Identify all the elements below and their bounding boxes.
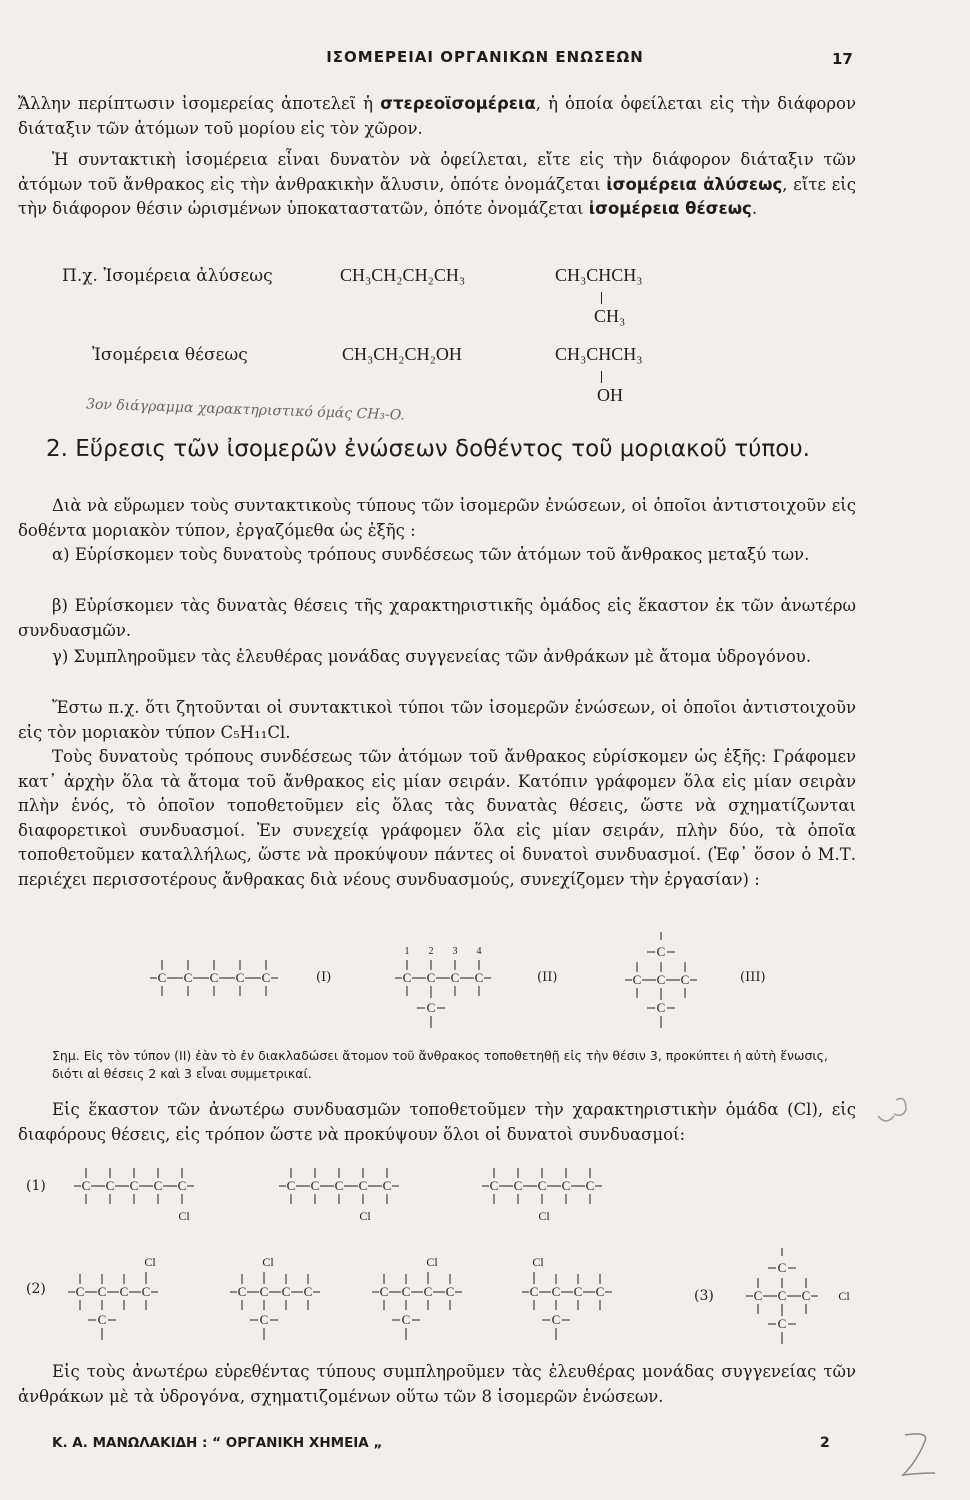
carbon-atom: C: [261, 970, 271, 985]
carbon-atom: C: [209, 970, 219, 985]
carbon-atom: C: [777, 1288, 787, 1303]
carbon-atom: C: [426, 1000, 436, 1015]
example-paragraph: Ἔστω π.χ. ὅτι ζητοῦνται οἱ συντακτικοὶ τύποι τῶν ἰσομερῶν ἐνώσεων, οἱ ὁποῖοι ἀντιστοιχοῦν εἰς τὸν μοριακὸν τύπον C₅H₁₁Cl.: [18, 698, 856, 742]
skeleton-III: [615, 932, 730, 1032]
carbon-atom: C: [656, 972, 666, 987]
note: Σημ. Εἰς τὸν τύπον (II) ἐὰν τὸ ἐν διακλαδώσει ἄτομον τοῦ ἄνθρακος τοποθετηθῇ εἰς τὴν θέσιν 3, προκύπτει ἡ αὐτὴ ἕνωσις, διότι αἱ θέσεις 2 καὶ 3 εἶναι συμμετρικαί.: [52, 1048, 828, 1081]
chlorine-atom: Cl: [178, 1209, 190, 1223]
carbon-atom: C: [75, 1284, 85, 1299]
carbon-atom: C: [141, 1284, 151, 1299]
carbon-atom: C: [310, 1178, 320, 1193]
step-c: γ) Συμπληροῦμεν τὰς ἐλευθέρας μονάδας συγγενείας τῶν ἀνθράκων μὲ ἄτομα ὑδρογόνου.: [52, 647, 812, 666]
procedure-paragraph: Τοὺς δυνατοὺς τρόπους συνδέσεως τῶν ἀτόμων τοῦ ἄνθρακος εὑρίσκομεν ὡς ἑξῆς: Γράφομεν κατ᾽ ἀρχὴν ὅλα τὰ ἄτομα τοῦ ἄνθρακος εἰς μίαν σειράν. Κατόπιν γράφομεν ὅλα εἰς μίαν σειρὰν πλὴν ἑνός, τὸ ὁποῖον τοποθετοῦμεν εἰς ὅλας τὰς δυνατὰς θέσεις, ὥστε νὰ σχηματίζωνται διαφορετικοὶ συνδυασμοί. Ἐν συνεχείᾳ γράφομεν ὅλα εἰς μίαν σειράν, πλὴν δύο, τὰ ὁποῖα τοποθετοῦμεν καταλλήλως, ὥστε νὰ προκύψουν πάντες οἱ δυνατοὶ συνδυασμοί. (Ἐφ᾽ ὅσον ὁ Μ.Τ. περιέχει περισσοτέρους ἄνθρακας διὰ νέους συνδυασμούς, συνεχίζομεν τὴν ἐργασίαν) :: [18, 747, 856, 889]
carbon-atom: C: [129, 1178, 139, 1193]
carbon-atom: C: [537, 1178, 547, 1193]
page-number: 17: [832, 50, 853, 68]
structure-1a: [70, 1160, 210, 1230]
carbon-atom: C: [334, 1178, 344, 1193]
carbon-atom: C: [632, 972, 642, 987]
bond-line: [601, 292, 602, 304]
carbon-atom: C: [81, 1178, 91, 1193]
position-number: 3: [452, 946, 458, 957]
carbon-atom: C: [382, 1178, 392, 1193]
step-a: α) Εὑρίσκομεν τοὺς δυνατοὺς τρόπους συνδέσεως τῶν ἀτόμων τοῦ ἄνθρακος μεταξύ των.: [52, 545, 810, 564]
carbon-atom: C: [402, 970, 412, 985]
term-position-isomerism: ἰσομέρεια θέσεως: [588, 199, 752, 218]
chlorine-atom: Cl: [838, 1289, 850, 1303]
carbon-atom: C: [97, 1284, 107, 1299]
label-combo-1: (1): [26, 1178, 46, 1194]
chlorine-atom: Cl: [426, 1255, 438, 1269]
carbon-atom: C: [680, 972, 690, 987]
carbon-atom: C: [561, 1178, 571, 1193]
label-combo-3: (3): [694, 1288, 714, 1304]
carbon-atom: C: [303, 1284, 313, 1299]
carbon-atom: C: [119, 1284, 129, 1299]
carbon-atom: C: [401, 1312, 411, 1327]
carbon-atom: C: [551, 1312, 561, 1327]
intro-paragraph-1: [18, 92, 856, 141]
example-chain-label: Π.χ. Ἰσομέρεια ἀλύσεως: [62, 266, 273, 286]
formula-butane: CH₃CH₂CH₂CH₃: [340, 265, 466, 285]
structure-2c: [370, 1252, 490, 1347]
structure-2a: [66, 1252, 186, 1347]
chlorine-placement-paragraph: Εἰς ἕκαστον τῶν ἀνωτέρω συνδυασμῶν τοποθετοῦμεν τὴν χαρακτηριστικὴν ὁμάδα (Cl), εἰς διαφόρους θέσεις, εἰς τρόπον ὥστε νὰ προκύψουν ὅλοι οἱ δυνατοὶ συνδυασμοί:: [18, 1100, 856, 1144]
carbon-atom: C: [450, 970, 460, 985]
running-header: ΙΣΟΜΕΡΕΙΑΙ ΟΡΓΑΝΙΚΩΝ ΕΝΩΣΕΩΝ: [326, 48, 644, 66]
chlorine-atom: Cl: [538, 1209, 550, 1223]
carbon-atom: C: [259, 1284, 269, 1299]
carbon-atom: C: [777, 1316, 787, 1331]
carbon-atom: C: [753, 1288, 763, 1303]
carbon-atom: C: [474, 970, 484, 985]
position-number: 1: [404, 946, 410, 957]
carbon-atom: C: [656, 944, 666, 959]
chlorine-atom: Cl: [262, 1255, 274, 1269]
intro-paragraph-2: [18, 148, 856, 222]
text: Ἄλλην περίπτωσιν ἰσομερείας ἀποτελεῖ ἡ: [18, 94, 381, 113]
final-paragraph: Εἰς τοὺς ἀνωτέρω εὑρεθέντας τύπους συμπληροῦμεν τὰς ἐλευθέρας μονάδας συγγενείας τῶν ἀνθράκων μὲ τὰ ὑδρογόνα, σχηματιζομένων οὕτω τῶν 8 ἰσομερῶν ἑνώσεων.: [18, 1362, 856, 1406]
structure-1c: [478, 1160, 618, 1230]
chlorine-atom: Cl: [532, 1255, 544, 1269]
carbon-atom: C: [237, 1284, 247, 1299]
example-position-label: Ἰσομέρεια θέσεως: [92, 345, 248, 365]
skeleton-II: [385, 942, 525, 1032]
carbon-atom: C: [97, 1312, 107, 1327]
carbon-atom: C: [573, 1284, 583, 1299]
carbon-atom: C: [153, 1178, 163, 1193]
term-chain-isomerism: ἰσομέρεια ἀλύσεως: [606, 174, 783, 194]
carbon-atom: C: [235, 970, 245, 985]
margin-pencil-mark: [870, 1090, 920, 1130]
label-skeleton-I: (I): [316, 970, 332, 985]
formula-isobutane: CH₃CHCH₃: [555, 265, 643, 285]
formula-propanol: CH₃CH₂CH₂OH: [342, 344, 462, 364]
structure-2b: [228, 1252, 348, 1347]
carbon-atom: C: [358, 1178, 368, 1193]
structure-1b: [275, 1160, 415, 1230]
structure-3a: [746, 1248, 866, 1348]
carbon-atom: C: [259, 1312, 269, 1327]
carbon-atom: C: [529, 1284, 539, 1299]
carbon-atom: C: [286, 1178, 296, 1193]
structure-2d: [520, 1252, 640, 1347]
position-number: 4: [476, 946, 482, 957]
carbon-atom: C: [585, 1178, 595, 1193]
label-skeleton-II: (II): [537, 970, 558, 985]
carbon-atom: C: [281, 1284, 291, 1299]
bond-line: [601, 371, 602, 383]
carbon-atom: C: [183, 970, 193, 985]
text: , ἡ ὁποία ὀφείλεται εἰς τὴν διάφορον διάταξιν τῶν ἀτόμων τοῦ μορίου εἰς τὸν χῶρον.: [18, 94, 856, 138]
carbon-atom: C: [157, 970, 167, 985]
carbon-atom: C: [513, 1178, 523, 1193]
carbon-atom: C: [445, 1284, 455, 1299]
step-b: β) Εὑρίσκομεν τὰς δυνατὰς θέσεις τῆς χαρακτηριστικῆς ὁμάδος εἰς ἕκαστον ἐκ τῶν ἀνωτέρω συνδυασμῶν.: [18, 596, 856, 640]
carbon-atom: C: [105, 1178, 115, 1193]
footer-sheet-number: 2: [820, 1435, 830, 1451]
text: .: [751, 199, 758, 218]
chlorine-atom: Cl: [359, 1209, 371, 1223]
term-stereoisomerism: στερεοϊσομέρεια: [380, 94, 536, 113]
formula-isopropanol: CH₃CHCH₃: [555, 344, 643, 364]
position-number: 2: [428, 946, 434, 957]
carbon-atom: C: [801, 1288, 811, 1303]
chlorine-atom: Cl: [144, 1255, 156, 1269]
section-intro: Διὰ νὰ εὕρωμεν τοὺς συντακτικοὺς τύπους τῶν ἰσομερῶν ἐνώσεων, οἱ ὁποῖοι ἀντιστοιχοῦν εἰς δοθέντα μοριακὸν τύπον, ἐργαζόμεθα ὡς ἑξῆς :: [18, 496, 856, 540]
carbon-atom: C: [426, 970, 436, 985]
carbon-atom: C: [379, 1284, 389, 1299]
text: , εἴτε εἰς τὴν διάφορον θέσιν ὡρισμένων ὑποκαταστατῶν, ὁπότε ὀνομάζεται: [18, 174, 856, 218]
carbon-atom: C: [656, 1000, 666, 1015]
label-skeleton-III: (III): [740, 970, 766, 985]
carbon-atom: C: [777, 1260, 787, 1275]
section-heading: 2. Εὕρεσις τῶν ἰσομερῶν ἐνώσεων δοθέντος τοῦ μοριακοῦ τύπου.: [46, 436, 810, 462]
carbon-atom: C: [401, 1284, 411, 1299]
margin-pencil-mark: [895, 1425, 955, 1485]
formula-isobutane-branch: CH₃: [594, 306, 626, 326]
skeleton-I: [140, 950, 300, 1010]
handwritten-annotation: 3ον διάγραμμα χαρακτηριστικό όμάς CH₃-O.: [85, 396, 406, 424]
carbon-atom: C: [595, 1284, 605, 1299]
carbon-atom: C: [551, 1284, 561, 1299]
carbon-atom: C: [423, 1284, 433, 1299]
formula-isopropanol-oh: OH: [597, 385, 623, 405]
carbon-atom: C: [177, 1178, 187, 1193]
carbon-atom: C: [489, 1178, 499, 1193]
footer-author: Κ. Α. ΜΑΝΩΛΑΚΙΔΗ : “ ΟΡΓΑΝΙΚΗ ΧΗΜΕΙΑ „: [52, 1435, 383, 1451]
label-combo-2: (2): [26, 1281, 46, 1297]
text: Ἡ συντακτικὴ ἰσομέρεια εἶναι δυνατὸν νὰ ὀφείλεται, εἴτε εἰς τὴν διάφορον διάταξιν τῶν ἀτόμων τοῦ ἄνθρακος εἰς τὴν ἀνθρακικὴν ἄλυσιν, ὁπότε ὀνομάζεται: [18, 150, 856, 194]
